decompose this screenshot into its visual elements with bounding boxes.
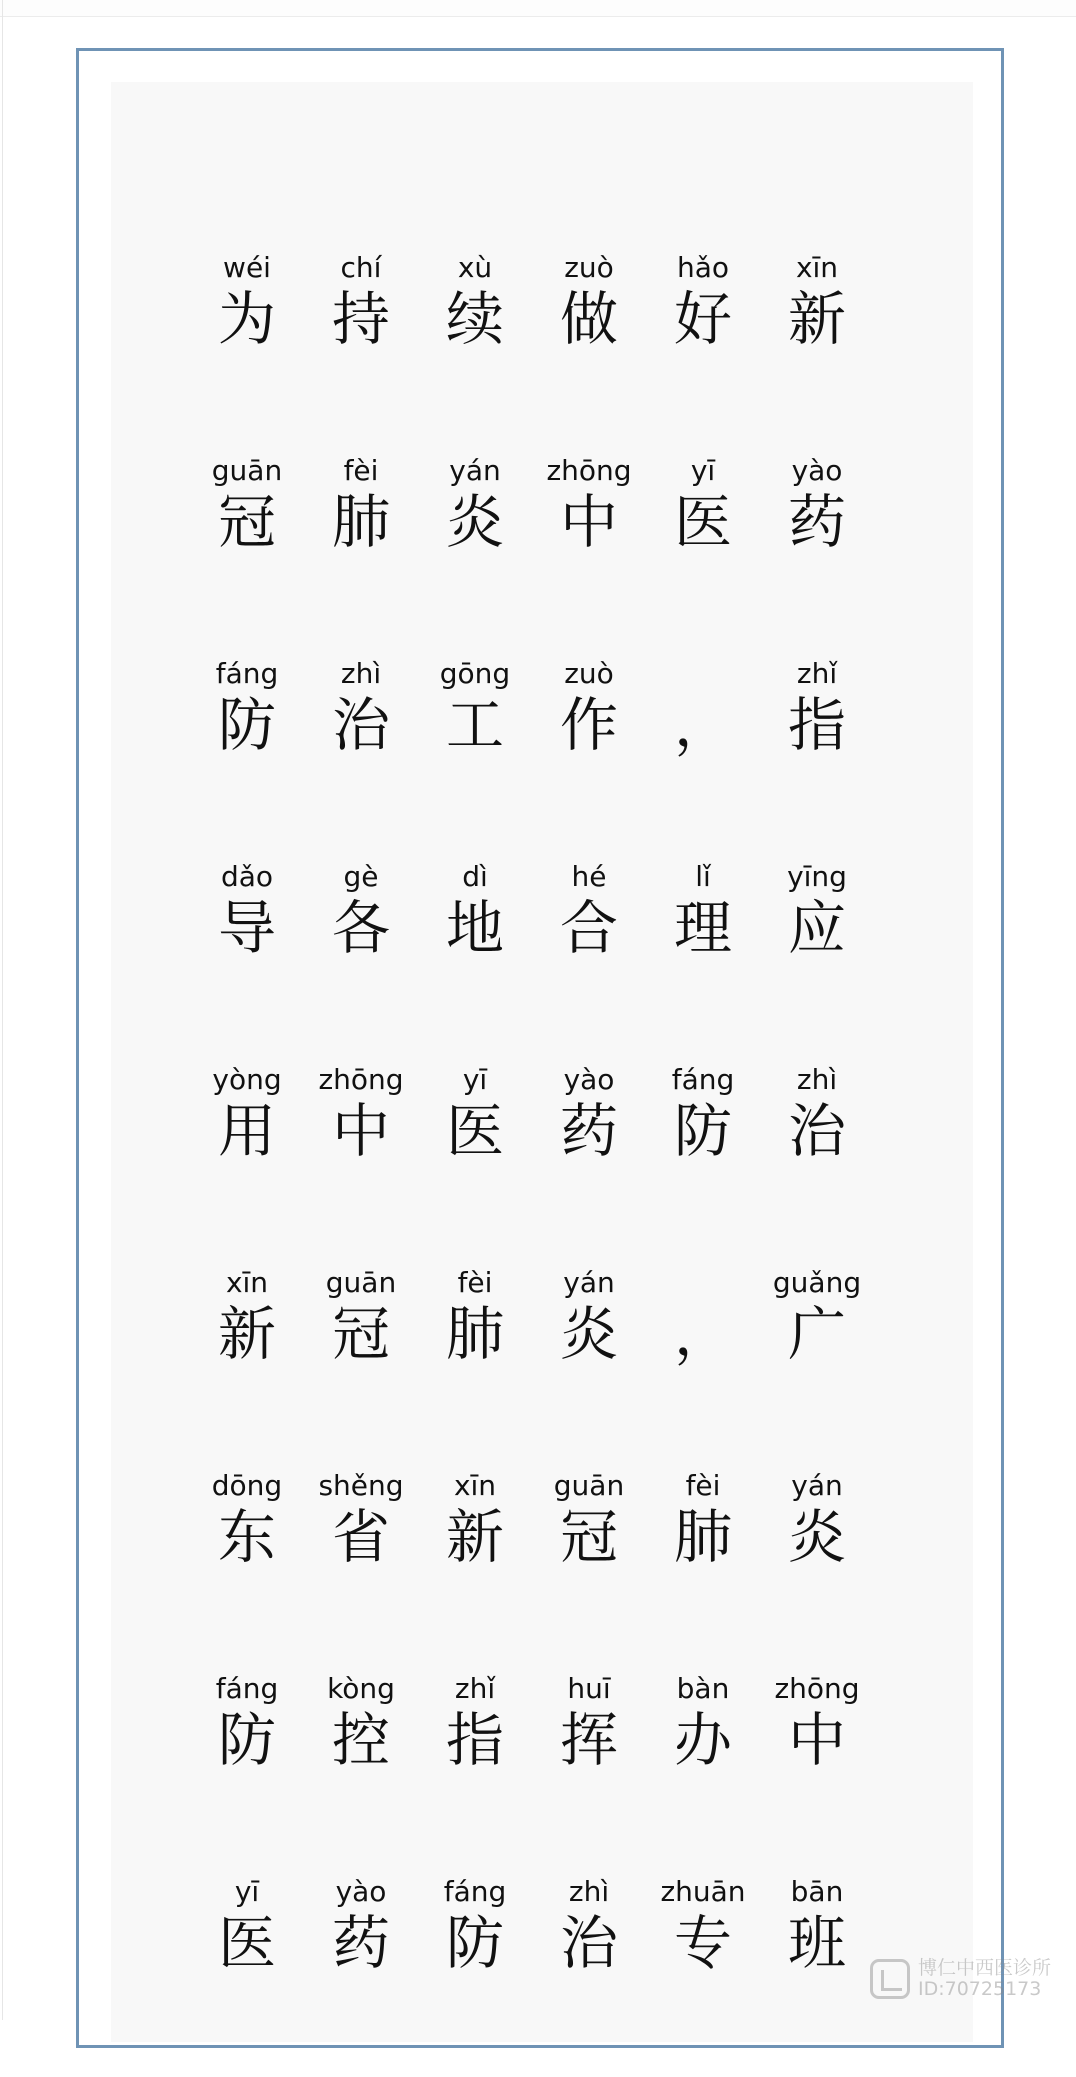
character-cell [760, 1874, 874, 2077]
hanzi: 治 [559, 1909, 618, 1977]
pinyin: yán [449, 454, 501, 487]
hanzi: 肺 [673, 1503, 732, 1571]
character-cell [304, 250, 418, 453]
character-cell [532, 656, 646, 859]
pinyin: huī [567, 1672, 611, 1705]
text-row [190, 1468, 874, 1671]
pinyin: zhì [796, 1063, 838, 1096]
pinyin: guān [325, 1266, 397, 1299]
hanzi: 广 [787, 1300, 846, 1368]
hanzi: 地 [445, 894, 504, 962]
logo-icon [870, 1959, 910, 1999]
hanzi: 防 [217, 691, 276, 759]
character-cell [532, 1062, 646, 1265]
text-row [190, 1874, 874, 2077]
character-cell [532, 250, 646, 453]
hanzi: 医 [217, 1909, 276, 1977]
pinyin: zuò [564, 657, 614, 690]
character-cell [190, 453, 304, 656]
hanzi: ， [673, 1300, 732, 1368]
character-cell [532, 859, 646, 1062]
pinyin: zhì [568, 1875, 610, 1908]
character-cell [532, 1468, 646, 1671]
hanzi: 合 [559, 894, 618, 962]
character-cell [418, 656, 532, 859]
hanzi: 理 [673, 894, 732, 962]
hanzi: 持 [331, 285, 390, 353]
pinyin: fèi [457, 1266, 493, 1299]
pinyin: dǎo [220, 860, 274, 893]
pinyin: yào [563, 1063, 615, 1096]
character-cell [760, 1265, 874, 1468]
pinyin: guǎng [772, 1266, 862, 1299]
hanzi: 药 [559, 1097, 618, 1165]
hanzi: 续 [445, 285, 504, 353]
pinyin: yào [335, 1875, 387, 1908]
hanzi: 治 [787, 1097, 846, 1165]
character-cell [190, 656, 304, 859]
pinyin: fáng [443, 1875, 507, 1908]
character-cell [418, 1468, 532, 1671]
watermark-id: ID:70725173 [918, 1978, 1042, 2000]
hanzi: 省 [331, 1503, 390, 1571]
hanzi: 好 [673, 285, 732, 353]
pinyin: yào [791, 454, 843, 487]
pinyin: fáng [671, 1063, 735, 1096]
text-row [190, 1671, 874, 1874]
pinyin: zhǐ [454, 1672, 496, 1705]
hanzi: 各 [331, 894, 390, 962]
hanzi: 医 [445, 1097, 504, 1165]
character-cell [646, 1468, 760, 1671]
hanzi: 防 [445, 1909, 504, 1977]
pinyin: yī [690, 454, 716, 487]
pinyin: gōng [439, 657, 511, 690]
pinyin: lǐ [695, 860, 711, 893]
pinyin: hǎo [676, 251, 730, 284]
pinyin: zhuān [660, 1875, 746, 1908]
hanzi: 作 [559, 691, 618, 759]
hanzi: 肺 [331, 488, 390, 556]
character-cell [418, 1874, 532, 2077]
character-cell [418, 859, 532, 1062]
hanzi: 工 [445, 691, 504, 759]
hanzi: 炎 [445, 488, 504, 556]
pinyin: wéi [223, 251, 271, 284]
pinyin: yán [563, 1266, 615, 1299]
pinyin: zhōng [546, 454, 632, 487]
pinyin: xù [457, 251, 493, 284]
character-cell [532, 1265, 646, 1468]
hanzi: 冠 [559, 1503, 618, 1571]
character-cell [532, 1671, 646, 1874]
text-row [190, 1265, 874, 1468]
character-cell [190, 1874, 304, 2077]
pinyin: zhǐ [796, 657, 838, 690]
hanzi: 东 [217, 1503, 276, 1571]
character-cell [646, 656, 760, 859]
pinyin: yī [462, 1063, 488, 1096]
pinyin: dì [462, 860, 488, 893]
pinyin: yòng [212, 1063, 282, 1096]
pinyin: zuò [564, 251, 614, 284]
character-cell [304, 859, 418, 1062]
character-cell [760, 250, 874, 453]
top-bar [0, 0, 1076, 17]
hanzi: 用 [217, 1097, 276, 1165]
pinyin: zhōng [318, 1063, 404, 1096]
pinyin: xīn [225, 1266, 269, 1299]
character-cell [190, 1468, 304, 1671]
character-cell [760, 1468, 874, 1671]
character-cell [304, 1671, 418, 1874]
hanzi: 挥 [559, 1706, 618, 1774]
hanzi: 应 [787, 894, 846, 962]
pinyin: fèi [685, 1469, 721, 1502]
text-row [190, 656, 874, 859]
pinyin: kòng [327, 1672, 395, 1705]
hanzi: 炎 [559, 1300, 618, 1368]
hanzi: 控 [331, 1706, 390, 1774]
pinyin: zhōng [774, 1672, 860, 1705]
pinyin: gè [343, 860, 379, 893]
hanzi: 防 [217, 1706, 276, 1774]
hanzi: 新 [787, 285, 846, 353]
text-row [190, 1062, 874, 1265]
character-cell [646, 453, 760, 656]
pinyin: yán [791, 1469, 843, 1502]
character-cell [190, 859, 304, 1062]
character-cell [646, 1671, 760, 1874]
hanzi: 导 [217, 894, 276, 962]
character-cell [418, 1265, 532, 1468]
character-cell [418, 1062, 532, 1265]
left-edge [2, 0, 3, 2020]
hanzi: 防 [673, 1097, 732, 1165]
pinyin: bàn [676, 1672, 730, 1705]
character-cell [760, 656, 874, 859]
hanzi: 药 [787, 488, 846, 556]
character-cell [760, 1062, 874, 1265]
hanzi: 新 [217, 1300, 276, 1368]
pinyin: guān [211, 454, 283, 487]
hanzi: 专 [673, 1909, 732, 1977]
hanzi: 冠 [217, 488, 276, 556]
hanzi: 办 [673, 1706, 732, 1774]
watermark [870, 1958, 1051, 2000]
pinyin: shěng [318, 1469, 404, 1502]
character-cell [190, 1062, 304, 1265]
character-cell [532, 453, 646, 656]
hanzi: 肺 [445, 1300, 504, 1368]
character-cell [304, 1468, 418, 1671]
hanzi: 炎 [787, 1503, 846, 1571]
hanzi: 指 [445, 1706, 504, 1774]
character-cell [532, 1874, 646, 2077]
hanzi: 冠 [331, 1300, 390, 1368]
hanzi: 中 [787, 1706, 846, 1774]
pinyin: chí [340, 251, 382, 284]
pinyin: zhì [340, 657, 382, 690]
pinyin: dōng [211, 1469, 283, 1502]
pinyin: hé [571, 860, 607, 893]
hanzi: 做 [559, 285, 618, 353]
character-cell [304, 656, 418, 859]
pinyin: guān [553, 1469, 625, 1502]
hanzi: 班 [787, 1909, 846, 1977]
pinyin-grid [190, 250, 874, 2077]
pinyin: bān [790, 1875, 844, 1908]
character-cell [646, 1062, 760, 1265]
character-cell [304, 1062, 418, 1265]
watermark-name: 博仁中西医诊所 [918, 1957, 1052, 1979]
character-cell [304, 1265, 418, 1468]
hanzi: ， [673, 691, 732, 759]
character-cell [190, 250, 304, 453]
character-cell [190, 1671, 304, 1874]
pinyin: yīng [787, 860, 847, 893]
character-cell [646, 1265, 760, 1468]
character-cell [760, 453, 874, 656]
text-row [190, 453, 874, 656]
pinyin: fáng [215, 657, 279, 690]
hanzi: 药 [331, 1909, 390, 1977]
character-cell [760, 1671, 874, 1874]
hanzi: 新 [445, 1503, 504, 1571]
watermark-text [918, 1958, 1051, 2000]
hanzi: 中 [559, 488, 618, 556]
hanzi: 指 [787, 691, 846, 759]
character-cell [646, 859, 760, 1062]
pinyin: fèi [343, 454, 379, 487]
hanzi: 为 [217, 285, 276, 353]
pinyin: xīn [795, 251, 839, 284]
character-cell [760, 859, 874, 1062]
character-cell [418, 1671, 532, 1874]
pinyin: fáng [215, 1672, 279, 1705]
pinyin: xīn [453, 1469, 497, 1502]
character-cell [418, 250, 532, 453]
character-cell [646, 250, 760, 453]
character-cell [646, 1874, 760, 2077]
hanzi: 中 [331, 1097, 390, 1165]
character-cell [190, 1265, 304, 1468]
text-row [190, 859, 874, 1062]
hanzi: 治 [331, 691, 390, 759]
character-cell [304, 453, 418, 656]
text-row [190, 250, 874, 453]
pinyin: yī [234, 1875, 260, 1908]
hanzi: 医 [673, 488, 732, 556]
character-cell [418, 453, 532, 656]
character-cell [304, 1874, 418, 2077]
